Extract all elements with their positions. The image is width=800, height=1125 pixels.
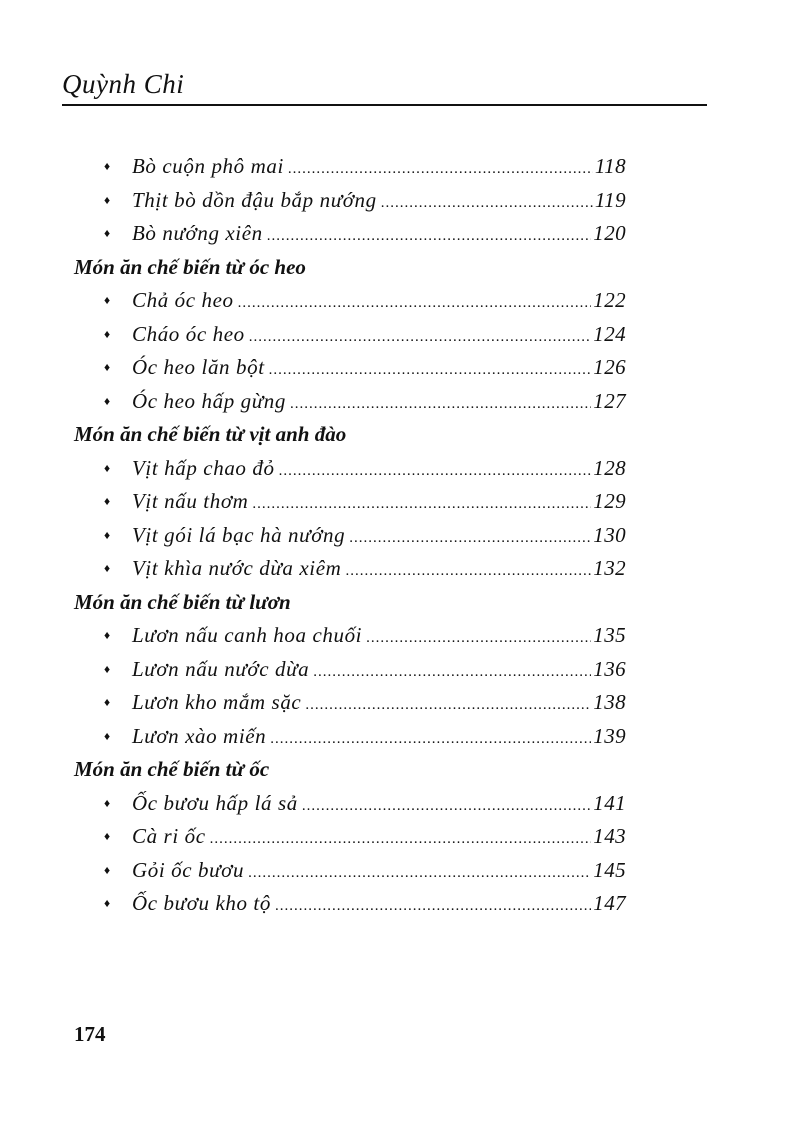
toc-section-title: Món ăn chế biến từ ốc xyxy=(74,757,270,781)
author-name: Quỳnh Chi xyxy=(62,69,185,99)
toc-entry-label: Thịt bò dồn đậu bắp nướng xyxy=(132,187,377,212)
toc-entry-label: Cháo óc heo xyxy=(132,321,245,346)
diamond-bullet-icon: ♦ xyxy=(104,293,111,307)
diamond-bullet-icon: ♦ xyxy=(104,527,111,542)
toc-entry-page: 128 xyxy=(593,455,626,480)
toc-entry-label: Cà ri ốc xyxy=(132,824,206,848)
toc-entry-page: 141 xyxy=(593,790,626,815)
toc-entry-label: Ốc bươu hấp lá sả xyxy=(132,790,298,815)
toc-entry-label: Gỏi ốc bươu xyxy=(132,857,245,882)
dot-leader xyxy=(290,388,591,422)
dot-leader xyxy=(269,354,592,388)
toc-entry-page: 136 xyxy=(593,656,626,681)
toc-section-title: Món ăn chế biến từ vịt anh đào xyxy=(74,422,347,446)
page-number: 174 xyxy=(74,1022,106,1046)
diamond-bullet-icon: ♦ xyxy=(104,862,111,877)
toc-entry-label: Lươn nấu nước dừa xyxy=(132,656,310,681)
toc-entry xyxy=(70,854,630,888)
toc-entry-label: Vịt khìa nước dừa xiêm xyxy=(132,556,342,580)
dot-leader xyxy=(270,723,591,757)
toc-entry xyxy=(70,217,630,251)
toc-entry-page: 124 xyxy=(593,321,626,346)
toc-entry-label: Bò nướng xiên xyxy=(132,221,263,245)
dot-leader xyxy=(267,220,592,254)
toc-entry xyxy=(70,686,630,720)
toc-entry-label: Lươn xào miến xyxy=(132,723,267,748)
toc-entry-page: 143 xyxy=(593,824,626,848)
dot-leader xyxy=(366,622,591,656)
toc-entry xyxy=(70,452,630,486)
dot-leader xyxy=(248,857,591,891)
toc-entry-page: 132 xyxy=(593,556,626,580)
dot-leader xyxy=(238,287,592,321)
diamond-bullet-icon: ♦ xyxy=(104,192,111,207)
toc-entry-label: Ốc bươu kho tộ xyxy=(132,891,271,915)
toc-section-title: Món ăn chế biến từ óc heo xyxy=(74,254,306,279)
diamond-bullet-icon: ♦ xyxy=(104,226,111,240)
dot-leader xyxy=(252,488,591,522)
diamond-bullet-icon: ♦ xyxy=(104,896,111,910)
toc-entry-page: 147 xyxy=(593,891,626,915)
dot-leader xyxy=(279,455,592,489)
toc-entry-page: 145 xyxy=(593,857,626,882)
diamond-bullet-icon: ♦ xyxy=(104,561,111,575)
toc-entry-label: Vịt hấp chao đỏ xyxy=(132,455,275,480)
toc-entry-page: 129 xyxy=(593,489,626,513)
diamond-bullet-icon: ♦ xyxy=(104,795,111,810)
toc-entry-label: Óc heo lăn bột xyxy=(132,355,265,379)
diamond-bullet-icon: ♦ xyxy=(104,628,111,642)
header-rule xyxy=(62,104,707,106)
toc-entry-page: 126 xyxy=(593,355,626,379)
dot-leader xyxy=(345,555,591,589)
diamond-bullet-icon: ♦ xyxy=(104,326,111,341)
toc-entry-page: 122 xyxy=(593,288,626,312)
dot-leader xyxy=(349,522,591,556)
diamond-bullet-icon: ♦ xyxy=(104,360,111,374)
diamond-bullet-icon: ♦ xyxy=(104,829,111,843)
toc-entry-label: Lươn kho mắm sặc xyxy=(132,690,302,714)
toc-entry xyxy=(70,552,630,586)
toc-entry-page: 119 xyxy=(594,187,626,212)
toc-entry-label: Chả óc heo xyxy=(132,288,234,312)
toc-entry xyxy=(70,787,630,821)
diamond-bullet-icon: ♦ xyxy=(104,494,111,508)
dot-leader xyxy=(302,790,591,824)
toc-entry-label: Vịt gói lá bạc hà nướng xyxy=(132,522,346,547)
dot-leader xyxy=(288,153,593,187)
toc-entry-label: Vịt nấu thơm xyxy=(132,489,249,513)
table-of-contents xyxy=(70,150,630,921)
diamond-bullet-icon: ♦ xyxy=(104,661,111,676)
toc-entry xyxy=(70,351,630,385)
toc-entry-page: 127 xyxy=(593,388,626,413)
dot-leader xyxy=(313,656,591,690)
toc-entry xyxy=(70,318,630,352)
toc-entry xyxy=(70,619,630,653)
toc-entry-page: 120 xyxy=(593,221,626,245)
diamond-bullet-icon: ♦ xyxy=(104,159,111,173)
toc-entry-page: 118 xyxy=(594,154,626,178)
dot-leader xyxy=(275,890,591,924)
diamond-bullet-icon: ♦ xyxy=(104,728,111,743)
toc-entry-page: 130 xyxy=(593,522,626,547)
toc-entry xyxy=(70,519,630,553)
toc-section-title: Món ăn chế biến từ lươn xyxy=(74,589,291,614)
toc-entry xyxy=(70,284,630,318)
toc-entry-label: Óc heo hấp gừng xyxy=(132,388,287,413)
toc-entry xyxy=(70,720,630,754)
toc-entry xyxy=(70,887,630,921)
dot-leader xyxy=(381,187,593,221)
toc-entry xyxy=(70,653,630,687)
toc-entry-page: 138 xyxy=(593,690,626,714)
toc-entry-page: 139 xyxy=(593,723,626,748)
running-header xyxy=(62,68,707,106)
toc-entry-page: 135 xyxy=(593,623,626,647)
dot-leader xyxy=(305,689,591,723)
toc-entry xyxy=(70,150,630,184)
diamond-bullet-icon: ♦ xyxy=(104,460,111,475)
diamond-bullet-icon: ♦ xyxy=(104,695,111,709)
dot-leader xyxy=(249,321,592,355)
toc-entry-label: Bò cuộn phô mai xyxy=(132,154,284,178)
diamond-bullet-icon: ♦ xyxy=(104,393,111,408)
toc-entry xyxy=(70,820,630,854)
toc-entry xyxy=(70,385,630,419)
toc-entry-label: Lươn nấu canh hoa chuối xyxy=(132,623,363,647)
toc-entry xyxy=(70,485,630,519)
dot-leader xyxy=(210,823,592,857)
toc-entry xyxy=(70,184,630,218)
